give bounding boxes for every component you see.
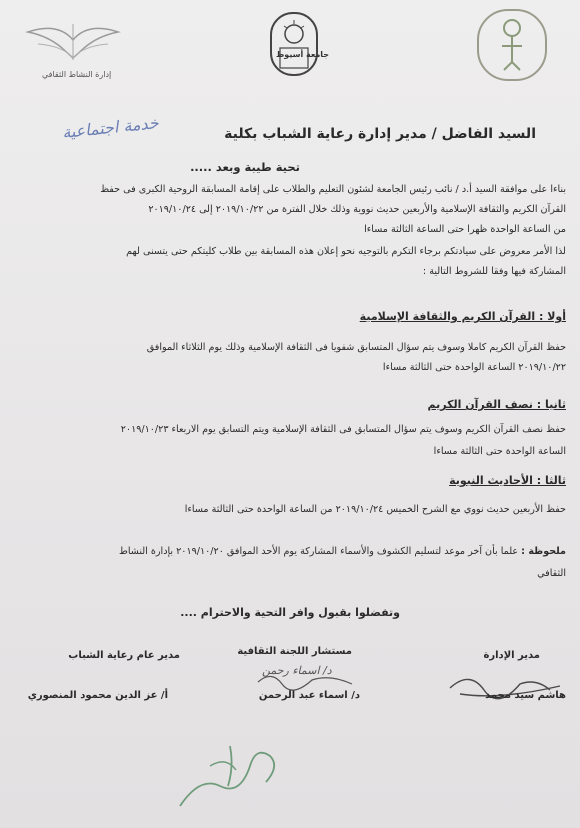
eagle-icon — [18, 14, 128, 76]
youth-activity-logo — [18, 14, 128, 76]
closing-line: وتفضلوا بقبول وافر التحية والاحترام .... — [180, 606, 400, 619]
handwritten-recipient: خدمة اجتماعية — [61, 112, 160, 143]
greeting-line: تحية طيبة وبعد ..... — [190, 160, 300, 174]
note-line-2: الثقافي — [537, 568, 566, 579]
note-label: ملحوظة : — [521, 546, 566, 557]
section-1-title: أولا : القرآن الكريم والثقافة الإسلامية — [359, 310, 566, 323]
body-line-5: المشاركة فيها وفقا للشروط التالية : — [422, 266, 566, 277]
note-text: علما بأن آخر موعد لتسليم الكشوف والأسماء المشاركة يوم الأحد الموافق ٢٠١٩/١٠/٢٠ بإدارة النشاط — [119, 546, 519, 557]
section-1-line-2: ٢٠١٩/١٠/٢٢ الساعة الواحدة حتى الثالثة مساءا — [382, 362, 566, 373]
section-2-line-1: حفظ نصف القرآن الكريم وسوف يتم سؤال المتسابق فى الثقافة الإسلامية ويتم التسابق يوم الاربعاء ٢٠١٩/١٠/٢٣ — [120, 424, 566, 435]
signer-3-title: مدير عام رعاية الشباب — [68, 650, 180, 661]
signature-1-scribble — [440, 660, 570, 710]
note-line-1 — [119, 546, 566, 557]
body-line-4: لذا الأمر معروض على سيادتكم برجاء التكرم بالتوجيه نحو إعلان هذه المسابقة بين طلاب كليتكم حتى يتسنى لهم — [126, 246, 566, 257]
approval-signature-green — [170, 726, 290, 816]
section-3-line-1: حفظ الأربعين حديث نووي مع الشرح الخميس ٢٠١٩/١٠/٢٤ من الساعة الواحدة حتى الثالثة مساءا — [184, 504, 566, 515]
logo-caption: إدارة النشاط الثقافي — [42, 70, 112, 79]
torch-figure-icon — [474, 6, 550, 84]
body-line-1: بناءا على موافقة السيد أ.د / نائب رئيس الجامعة لشئون التعليم والطلاب على إقامة المسابقة الروحية الكبرى فى حفظ — [100, 184, 566, 195]
section-1-line-1: حفظ القرآن الكريم كاملا وسوف يتم سؤال المتسابق شفويا فى الثقافة الإسلامية وذلك يوم الثلاثاء الموافق — [146, 342, 566, 353]
youth-welfare-logo — [474, 6, 550, 84]
signer-1-title: مدير الإدارة — [483, 650, 540, 661]
signer-1-name: هاشم سيد محمد — [485, 690, 566, 701]
signer-3-name: أ/ عز الدين محمود المنصوري — [27, 690, 168, 701]
body-line-3: من الساعة الواحدة ظهرا حتى الساعة الثالثة مساءا — [364, 224, 566, 235]
signature-2-handwritten-name: د/ اسماء رحمن — [262, 664, 332, 677]
signer-2-title: مستشار اللجنة الثقافية — [237, 646, 352, 657]
university-seal-icon — [268, 10, 320, 78]
addressee-line: السيد الفاضل / مدير إدارة رعاية الشباب بكلية — [224, 126, 536, 142]
university-logo-text: جامعة أسيوط — [276, 50, 330, 59]
university-logo — [268, 10, 320, 78]
signer-2-name: د/ اسماء عبد الرحمن — [258, 690, 360, 701]
section-2-line-2: الساعة الواحدة حتى الثالثة مساءا — [433, 446, 566, 457]
body-line-2: القرآن الكريم والثقافة الإسلامية والأربعين حديث نووية وذلك خلال الفترة من ٢٠١٩/١٠/٢٢ إلى ٢٠١٩/١٠/٢٤ — [148, 204, 566, 215]
section-2-title: ثانيا : نصف القرآن الكريم — [427, 398, 566, 411]
section-3-title: ثالثا : الأحاديث النبوية — [449, 474, 566, 487]
